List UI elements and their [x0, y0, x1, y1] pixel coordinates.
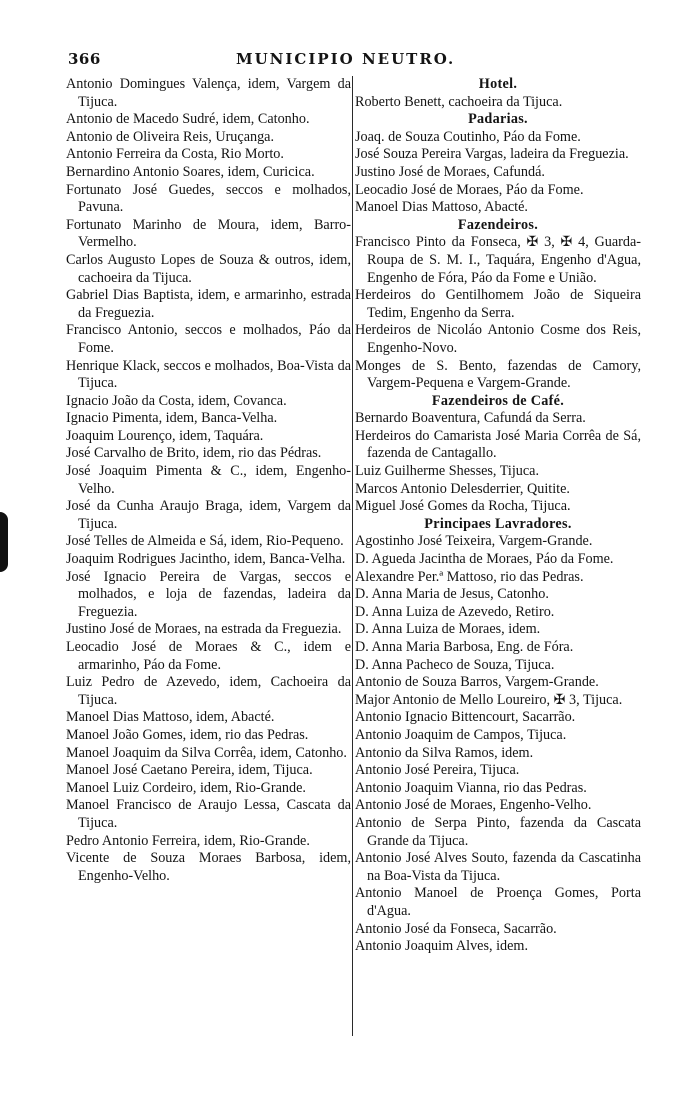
directory-entry: Herdeiros do Gentilhomem João de Siqueira Tedim, Engenho da Serra.	[355, 287, 641, 321]
directory-entry: Antonio José da Fonseca, Sacarrão.	[355, 920, 557, 937]
section-heading-fazendeiros: Fazendeiros.	[457, 216, 539, 233]
directory-entry: Carlos Augusto Lopes de Souza & outros, idem, cachoeira da Tijuca.	[66, 251, 351, 286]
directory-entry: Antonio Ignacio Bittencourt, Sacarrão.	[355, 709, 576, 726]
fazendeiros-list	[355, 234, 641, 392]
directory-entry: José Souza Pereira Vargas, ladeira da Freguezia.	[355, 146, 629, 163]
directory-entry: Manoel Joaquim da Silva Corrêa, idem, Catonho.	[66, 744, 347, 761]
directory-entry: Antonio Joaquim Alves, idem.	[355, 938, 528, 955]
right-column	[355, 76, 641, 956]
page-number: 366	[68, 50, 101, 68]
section-heading-hotel: Hotel.	[478, 76, 518, 92]
page-header	[0, 50, 683, 72]
directory-entry: Joaquim Rodrigues Jacintho, idem, Banca-Velha.	[66, 551, 346, 568]
padarias-list	[355, 129, 641, 217]
directory-entry: Francisco Antonio, seccos e molhados, Páo da Fome.	[66, 322, 351, 356]
section-heading-padarias: Padarias.	[468, 111, 528, 128]
directory-entry: Antonio Ferreira da Costa, Rio Morto.	[66, 146, 284, 163]
directory-entry: Agostinho José Teixeira, Vargem-Grande.	[355, 533, 593, 550]
directory-entry: Bernardino Antonio Soares, idem, Curicica.	[66, 163, 315, 180]
directory-entry: Antonio de Serpa Pinto, fazenda da Cascata Grande da Tijuca.	[355, 814, 641, 849]
directory-entry: Antonio da Silva Ramos, idem.	[355, 744, 534, 761]
directory-entry: Roberto Benett, cachoeira da Tijuca.	[355, 93, 563, 110]
directory-entry: D. Anna Maria de Jesus, Catonho.	[355, 586, 549, 603]
directory-entry: Fortunato José Guedes, seccos e molhados, Pavuna.	[66, 181, 351, 216]
directory-entry: José da Cunha Araujo Braga, idem, Vargem da Tijuca.	[66, 498, 351, 532]
binding-shadow	[0, 512, 8, 572]
directory-entry: D. Anna Luiza de Moraes, idem.	[355, 621, 541, 638]
directory-entry: Manoel Dias Mattoso, Abacté.	[355, 199, 528, 216]
directory-entry: D. Anna Luiza de Azevedo, Retiro.	[355, 603, 555, 620]
directory-entry: Manoel Dias Mattoso, idem, Abacté.	[66, 709, 275, 726]
column-divider	[352, 76, 353, 1036]
directory-entry: Leocadio José de Moraes & C., idem e armarinho, Páo da Fome.	[66, 639, 351, 673]
directory-entry: Antonio Joaquim de Campos, Tijuca.	[355, 726, 567, 743]
directory-entry: José Carvalho de Brito, idem, rio das Pédras.	[66, 445, 322, 462]
directory-entry: D. Anna Maria Barbosa, Eng. de Fóra.	[355, 639, 574, 655]
fazendeiros-cafe-list	[355, 410, 641, 516]
directory-entry: Antonio Domingues Valença, idem, Vargem da Tijuca.	[66, 76, 351, 110]
directory-entry: Francisco Pinto da Fonseca, ✠ 3, ✠ 4, Guarda-Roupa de S. M. I., Taquára, Engenho d'Agua, Engenho de Fóra, Páo da Fome e União.	[355, 234, 641, 286]
directory-entry: Marcos Antonio Delesderrier, Quitite.	[355, 480, 570, 497]
directory-entry: Antonio José de Moraes, Engenho-Velho.	[355, 797, 592, 814]
directory-entry: José Joaquim Pimenta & C., idem, Engenho-Velho.	[66, 463, 351, 497]
directory-entry: Ignacio Pimenta, idem, Banca-Velha.	[66, 410, 278, 427]
directory-entry: Ignacio João da Costa, idem, Covanca.	[66, 392, 287, 409]
directory-entry: Manoel Luiz Cordeiro, idem, Rio-Grande.	[66, 779, 306, 796]
hotel-list	[355, 94, 641, 112]
directory-entry: Luiz Guilherme Shesses, Tijuca.	[355, 463, 540, 480]
directory-entry: Gabriel Dias Baptista, idem, e armarinho, estrada da Freguezia.	[66, 287, 351, 321]
directory-entry: Manoel José Caetano Pereira, idem, Tijuca.	[66, 762, 313, 779]
directory-entry: Fortunato Marinho de Moura, idem, Barro-Vermelho.	[66, 216, 351, 251]
running-title: MUNICIPIO NEUTRO.	[236, 50, 456, 68]
directory-entry: Luiz Pedro de Azevedo, idem, Cachoeira da Tijuca.	[66, 674, 351, 708]
directory-entry: Bernardo Boaventura, Cafundá da Serra.	[355, 410, 586, 427]
lavradores-list	[355, 533, 641, 955]
section-heading-fazendeiros-cafe: Fazendeiros de Café.	[431, 392, 565, 409]
left-column	[66, 76, 351, 885]
directory-entry: Manoel Francisco de Araujo Lessa, Cascata da Tijuca.	[66, 797, 351, 831]
directory-entry: Antonio de Macedo Sudré, idem, Catonho.	[66, 111, 310, 128]
directory-entry: Herdeiros do Camarista José Maria Corrêa de Sá, fazenda de Cantagallo.	[355, 427, 641, 462]
directory-entry: Manoel João Gomes, idem, rio das Pedras.	[66, 726, 309, 743]
directory-entry: Pedro Antonio Ferreira, idem, Rio-Grande.	[66, 832, 310, 849]
directory-entry: D. Anna Pacheco de Souza, Tijuca.	[355, 656, 555, 673]
directory-entry: Antonio de Oliveira Reis, Uruçanga.	[66, 128, 275, 145]
directory-entry: Monges de S. Bento, fazendas de Camory, Vargem-Pequena e Vargem-Grande.	[355, 357, 641, 392]
directory-entry: Justino José de Moraes, Cafundá.	[355, 163, 545, 180]
directory-entry: Henrique Klack, seccos e molhados, Boa-Vista da Tijuca.	[66, 357, 351, 392]
directory-entry: Antonio José Pereira, Tijuca.	[355, 762, 520, 779]
directory-entry: José Ignacio Pereira de Vargas, seccos e molhados, e loja de fazendas, ladeira da Freguezia.	[66, 568, 351, 620]
section-heading-lavradores: Principaes Lavradores.	[424, 515, 572, 532]
directory-entry: Antonio José Alves Souto, fazenda da Cascatinha na Boa-Vista da Tijuca.	[355, 850, 641, 884]
directory-entry: Joaquim Lourenço, idem, Taquára.	[66, 427, 264, 444]
directory-entry: Major Antonio de Mello Loureiro, ✠ 3, Tijuca.	[355, 691, 623, 708]
directory-entry: José Telles de Almeida e Sá, idem, Rio-Pequeno.	[66, 533, 344, 550]
directory-entry: Justino José de Moraes, na estrada da Freguezia.	[66, 621, 342, 638]
directory-entry: Vicente de Souza Moraes Barbosa, idem, Engenho-Velho.	[66, 850, 351, 884]
directory-entry: Antonio Manoel de Proença Gomes, Porta d'Agua.	[355, 885, 641, 919]
directory-entry: Leocadio José de Moraes, Páo da Fome.	[355, 181, 584, 198]
directory-entry: Herdeiros de Nicoláo Antonio Cosme dos Reis, Engenho-Novo.	[355, 322, 641, 356]
directory-entry: Antonio Joaquim Vianna, rio das Pedras.	[355, 779, 587, 796]
directory-entry: Joaq. de Souza Coutinho, Páo da Fome.	[355, 128, 581, 145]
directory-entry: D. Agueda Jacintha de Moraes, Páo da Fome.	[355, 551, 614, 568]
directory-entry: Antonio de Souza Barros, Vargem-Grande.	[355, 674, 599, 691]
directory-entry: Alexandre Per.ª Mattoso, rio das Pedras.	[355, 568, 584, 585]
directory-entry: Miguel José Gomes da Rocha, Tijuca.	[355, 498, 571, 515]
